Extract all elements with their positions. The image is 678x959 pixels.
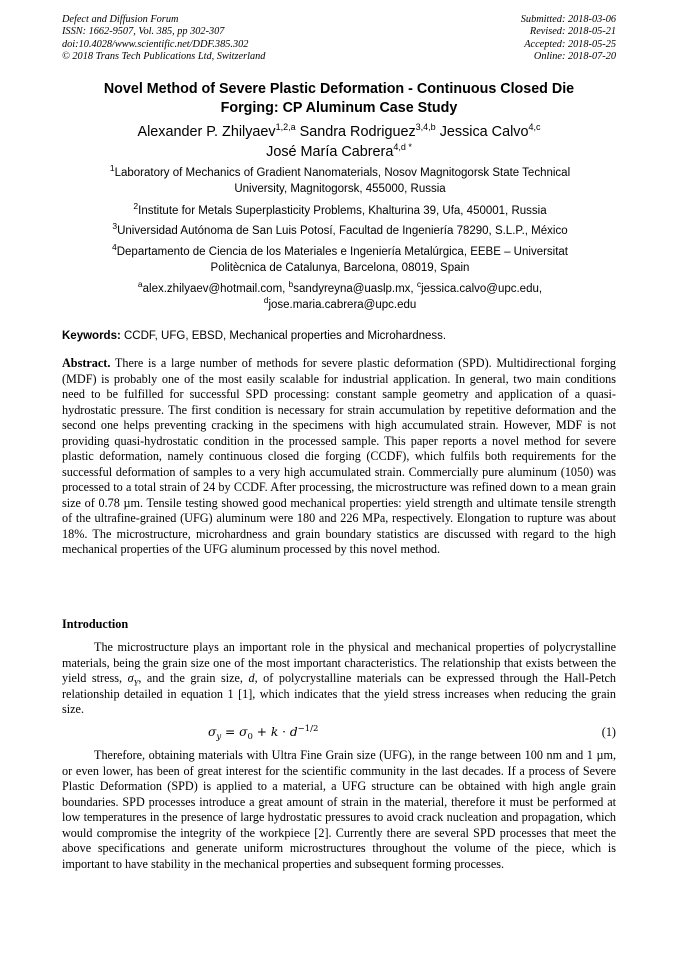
title-line-1: Novel Method of Severe Plastic Deformation - Continuous Closed Die	[103, 81, 575, 97]
email-link[interactable]: jessica.calvo@upc.edu,	[421, 283, 543, 295]
affiliation-text: Politècnica de Catalunya, Barcelona, 08019, Spain	[210, 261, 470, 274]
email-mark: a	[137, 279, 143, 289]
affiliation-text: Departamento de Ciencia de los Materiales e Ingeniería Metalúrgica, EEBE – Universitat	[116, 246, 569, 258]
author-affiliation-mark: 4,d *	[393, 142, 412, 152]
email-mark: b	[288, 279, 294, 289]
intro-paragraph-2: Therefore, obtaining materials with Ultra Fine Grain size (UFG), in the range between 100 nm and 1 µm, or even lower, has been of great interest for the scientific community in the last decades. If a process of Severe Plastic Deformation (SPD) is applied to a material, a UFG structure can be obtained with high angle grain boundaries. SPD processes introduce a great amount of strain in the material, therefore it must be performed at low temperatures in the presence of large hydrostatic pressures to avoid crack nucleation and propagation, which would compromise the integrity of the workpiece [2]. Currently there are several SPD processes that meet the above specifications and generate uniform microstructures throughout the volume of the piece, which is important to have stability in the mechanical properties and subsequent forming processes.	[62, 748, 616, 871]
eq-sub: y	[216, 732, 222, 742]
affiliation-2	[70, 201, 610, 220]
author-name: Sandra Rodriguez	[299, 124, 416, 140]
date-online: Online: 2018-07-20	[533, 50, 616, 62]
affiliation-1	[70, 163, 610, 197]
affiliation-mark: 3	[112, 221, 118, 231]
equation-number: (1)	[601, 725, 616, 739]
email-mark: d	[263, 294, 269, 305]
affiliation-text: Laboratory of Mechanics of Gradient Nanomaterials, Nosov Magnitogorsk State Technical	[114, 167, 571, 179]
email-link[interactable]: alex.zhilyaev@hotmail.com,	[142, 283, 289, 295]
journal-copyright: © 2018 Trans Tech Publications Ltd, Switzerland	[62, 50, 266, 62]
keywords	[62, 329, 446, 344]
email-link[interactable]: sandyreyna@uaslp.mx,	[293, 283, 417, 295]
eq-dot: ·	[278, 725, 290, 739]
abstract	[62, 356, 616, 558]
journal-info	[62, 14, 265, 63]
paper-title	[62, 80, 616, 118]
affiliation-4	[70, 242, 610, 276]
grain-size-symbol: d	[248, 671, 255, 685]
affiliation-mark: 2	[133, 201, 139, 211]
eq-sigma: σ	[208, 725, 217, 739]
section-heading-introduction: Introduction	[62, 617, 129, 631]
affiliation-text: Universidad Autónoma de San Luis Potosí, Facultad de Ingeniería 78290, S.L.P., México	[117, 225, 568, 237]
paragraph-text: , of polycrystalline materials can be expressed through the Hall-Petch relationship detailed in equation 1 [1], which indicates that the yield stress increases when reducing the grain size.	[62, 671, 617, 716]
date-submitted: Submitted: 2018-03-06	[520, 14, 616, 25]
title-line-2: Forging: CP Aluminum Case Study	[220, 100, 458, 116]
affiliation-text: Institute for Metals Superplasticity Problems, Khalturina 39, Ufa, 450001, Russia	[138, 205, 547, 217]
eq-equals: =	[221, 725, 240, 739]
affiliation-mark: 4	[111, 242, 117, 252]
author-list	[62, 122, 616, 162]
abstract-label: Abstract.	[62, 356, 111, 370]
email-mark: c	[416, 279, 422, 289]
eq-exponent: −1/2	[297, 724, 319, 734]
sigma-symbol: σ	[127, 671, 134, 685]
author-name: José María Cabrera	[266, 144, 394, 160]
eq-k: k	[270, 725, 279, 739]
author-affiliation-mark: 1,2,a	[275, 122, 296, 132]
keywords-label: Keywords:	[62, 330, 121, 342]
journal-doi[interactable]: doi:10.4028/www.scientific.net/DDF.385.302	[62, 38, 249, 50]
paragraph-text: The microstructure plays an important role in the physical and mechanical properties of polycrystalline materials, being the grain size one of the most important characteristics. The relationship that exists between the yield stress,	[62, 640, 616, 685]
keywords-text: CCDF, UFG, EBSD, Mechanical properties and Microhardness.	[124, 330, 447, 342]
date-accepted: Accepted: 2018-05-25	[524, 38, 616, 50]
eq-sub: 0	[247, 732, 253, 742]
eq-sigma0: σ	[239, 725, 248, 739]
sigma-subscript: Y	[133, 677, 139, 688]
publication-dates	[521, 14, 616, 63]
equation-expression	[208, 724, 319, 742]
eq-plus: +	[252, 725, 271, 739]
equation-hall-petch	[62, 725, 616, 743]
author-name: Jessica Calvo	[439, 124, 529, 140]
email-list	[70, 279, 610, 313]
author-affiliation-mark: 4,c	[528, 122, 541, 132]
author-name: Alexander P. Zhilyaev	[137, 124, 276, 140]
affiliation-3	[70, 221, 610, 240]
intro-paragraph-1	[62, 640, 616, 718]
author-affiliation-mark: 3,4,b	[415, 122, 436, 132]
email-link[interactable]: jose.maria.cabrera@upc.edu	[268, 298, 417, 311]
eq-d: d	[289, 725, 298, 739]
journal-issn: ISSN: 1662-9507, Vol. 385, pp 302-307	[62, 26, 225, 38]
affiliation-text: University, Magnitogorsk, 455000, Russia	[234, 182, 446, 195]
affiliation-mark: 1	[109, 163, 115, 173]
abstract-text: There is a large number of methods for severe plastic deformation (SPD). Multidirectional forging (MDF) is probably one of the most easily scalable for industrial application. In general, two main conditions need to be fulfilled for successful SPD processing: constant sample geometry and application of a quasi-hydrostatic pressure. The first condition is necessary for strain accumulation by repetitive deformation and the second one helps preventing cracking in the specimens with high accumulated strain. However, MDF is not providing quasi-hydrostatic condition in the processed sample. This paper reports a novel method for severe plastic deformation, namely continuous closed die forging (CCDF), which fulfils both requirements for the successful deformation of samples to a very high accumulated strain. Commercially pure aluminum (1050) was processed to a total strain of 24 by CCDF. After processing, the microstructure was refined down to a mean grain size of 0.78 µm. Tensile testing showed good mechanical properties: yield strength and ultimate tensile strength of the ultrafine-grained (UFG) aluminum were 180 and 226 MPa, respectively. Elongation to rupture was about 18%. The microstructure, microhardness and grain boundary statistics are discussed with regard to the high mechanical properties of the UFG aluminum processed by this novel method.	[62, 356, 616, 556]
date-revised: Revised: 2018-05-21	[529, 26, 616, 38]
journal-name: Defect and Diffusion Forum	[62, 14, 179, 25]
paragraph-text: , and the grain size,	[138, 671, 249, 685]
